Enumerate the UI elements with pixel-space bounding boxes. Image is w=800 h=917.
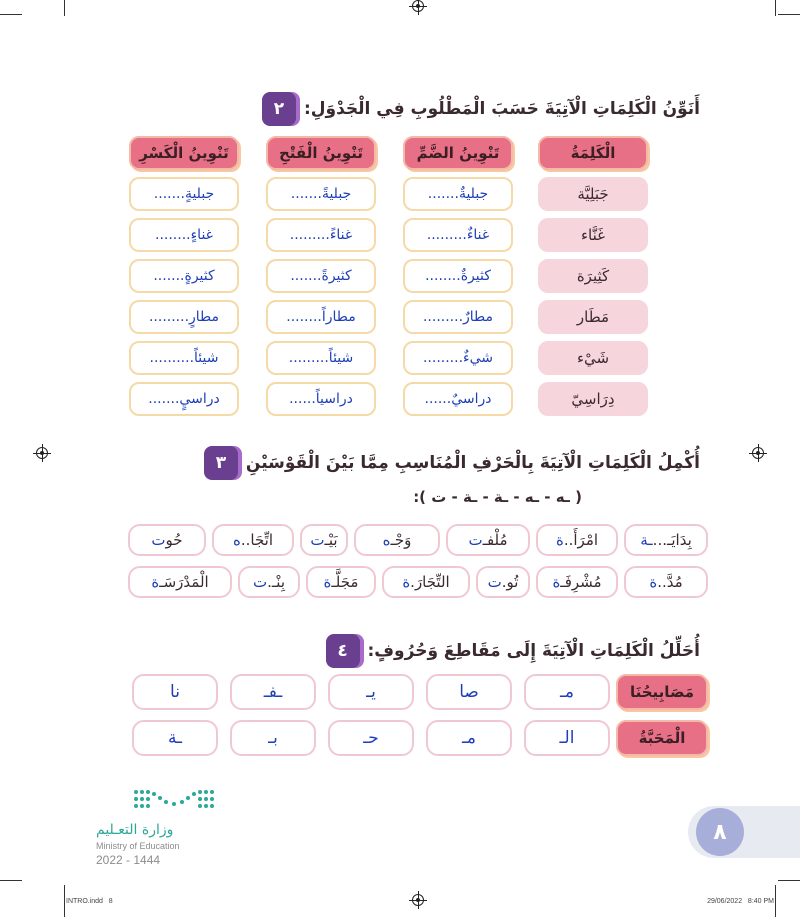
table-column-word	[538, 136, 648, 416]
answer-field-kasr[interactable]: شيئاً..........	[129, 341, 239, 375]
chip-base: التِّجَارَ.	[410, 573, 450, 591]
section-3-number-badge: ٣	[204, 446, 238, 480]
syllable-box[interactable]: يـ	[328, 674, 414, 710]
chip-fill: ت	[468, 531, 483, 549]
table-cell-word: شَيْء	[538, 341, 648, 375]
chip-base: بِنْـ.	[267, 573, 285, 591]
fill-letter-chip[interactable]	[128, 524, 206, 556]
fill-letter-chip[interactable]	[624, 524, 708, 556]
fill-letter-chip[interactable]	[300, 524, 348, 556]
answer-field-kasr[interactable]: مطارٍ.........	[129, 300, 239, 334]
table-header-kasr: تَنْوِينُ الْكَسْرِ	[129, 136, 239, 170]
table-column-fath	[266, 136, 376, 416]
chip-fill: ه	[382, 531, 391, 549]
table-cell-word: كَثِيرَة	[538, 259, 648, 293]
chip-fill: ة	[151, 573, 160, 591]
table-cell-word: جَبَلِيَّة	[538, 177, 648, 211]
syllable-box[interactable]: بـ	[230, 720, 316, 756]
registration-mark-icon	[412, 0, 424, 12]
fill-letter-chip[interactable]	[536, 524, 618, 556]
chip-base: بِدَايَـ...	[652, 531, 692, 549]
chip-fill: ة	[555, 531, 564, 549]
syllable-box[interactable]: مـ	[524, 674, 610, 710]
fill-letter-chip[interactable]	[306, 566, 376, 598]
fill-letter-chip[interactable]	[476, 566, 530, 598]
fill-letter-chip[interactable]	[212, 524, 294, 556]
fill-letter-chip[interactable]	[354, 524, 440, 556]
chip-base: مُدَّ..	[657, 573, 683, 591]
crop-mark	[0, 14, 22, 15]
file-timestamp: 29/06/2022 8:40 PM	[707, 898, 774, 905]
fill-letter-chip[interactable]	[536, 566, 618, 598]
syllable-box[interactable]: الـ	[524, 720, 610, 756]
table-column-kasr	[129, 136, 239, 416]
chip-fill: ة	[323, 573, 332, 591]
answer-field-damm[interactable]: غناءٌ.........	[403, 218, 513, 252]
answer-field-kasr[interactable]: غناءٍ........	[129, 218, 239, 252]
section-4-number-badge: ٤	[326, 634, 360, 668]
chip-base: الْمَدْرَسَـ	[159, 573, 209, 591]
ministry-name-ar: وزارة التعـليم	[96, 822, 174, 838]
chip-base: وَجْـ	[390, 531, 412, 549]
section-3-title: أُكْمِلُ الْكَلِمَاتِ الْآتِيَةَ بِالْحَرْفِ الْمُنَاسِبِ مِمَّا بَيْنَ الْقَوْسَيْنِ	[245, 453, 700, 473]
answer-field-fath[interactable]: كثيرةً.......	[266, 259, 376, 293]
crop-mark	[778, 14, 800, 15]
chip-base: امْرَأَ..	[563, 531, 599, 549]
ministry-logo-icon	[130, 786, 218, 816]
fill-letter-chip[interactable]	[624, 566, 708, 598]
answer-field-fath[interactable]: جبليةً.......	[266, 177, 376, 211]
fill-letter-chip[interactable]	[382, 566, 470, 598]
ministry-name-en: Ministry of Education	[96, 841, 180, 851]
fill-letter-chip[interactable]	[128, 566, 232, 598]
syllable-box[interactable]: نا	[132, 674, 218, 710]
syllable-box[interactable]: حـ	[328, 720, 414, 756]
table-column-damm	[403, 136, 513, 416]
answer-field-kasr[interactable]: دراسيٍ.......	[129, 382, 239, 416]
table-cell-word: غَنَّاء	[538, 218, 648, 252]
chip-base: بَيْـ	[324, 531, 338, 549]
answer-field-fath[interactable]: غناءً.........	[266, 218, 376, 252]
crop-mark	[64, 0, 65, 16]
syllable-box[interactable]: ـفـ	[230, 674, 316, 710]
table-cell-word: مَطَار	[538, 300, 648, 334]
section-2-number-badge: ٢	[262, 92, 296, 126]
answer-field-fath[interactable]: شيئاً.........	[266, 341, 376, 375]
registration-mark-icon	[752, 447, 764, 459]
syllable-box[interactable]: ـة	[132, 720, 218, 756]
answer-field-fath[interactable]: دراسياً......	[266, 382, 376, 416]
syllable-row	[128, 720, 708, 758]
table-header-word: الْكَلِمَةُ	[538, 136, 648, 170]
answer-field-damm[interactable]: كثيرةٌ........	[403, 259, 513, 293]
syllable-box[interactable]: صا	[426, 674, 512, 710]
page-number: ٨	[713, 819, 727, 845]
page-number-badge	[688, 806, 800, 858]
answer-field-damm[interactable]: شيءٌ.........	[403, 341, 513, 375]
table-header-damm: تَنْوِينُ الضَّمِّ	[403, 136, 513, 170]
section-2-header	[262, 92, 700, 126]
answer-field-kasr[interactable]: جبليةٍ.......	[129, 177, 239, 211]
section-4-title: أُحَلِّلُ الْكَلِمَاتِ الْآتِيَةَ إِلَى مَقَاطِعَ وَحُرُوفٍ:	[367, 641, 700, 661]
registration-mark-icon	[36, 447, 48, 459]
syllable-box[interactable]: مـ	[426, 720, 512, 756]
section-3-header	[204, 446, 700, 480]
answer-field-fath[interactable]: مطاراً........	[266, 300, 376, 334]
syllable-row	[128, 674, 708, 712]
registration-mark-icon	[412, 894, 424, 906]
crop-mark	[778, 880, 800, 881]
edition-year: 2022 - 1444	[96, 853, 161, 867]
syllable-word: مَصَابِيحُنَا	[616, 674, 708, 710]
fill-letter-chip[interactable]	[238, 566, 300, 598]
chip-fill: ة	[402, 573, 411, 591]
answer-field-kasr[interactable]: كثيرةٍ.......	[129, 259, 239, 293]
chip-fill: ت	[151, 531, 166, 549]
crop-mark	[64, 885, 65, 917]
chip-base: مُلْفـ	[482, 531, 508, 549]
table-header-fath: تَنْوِينُ الْفَتْحِ	[266, 136, 376, 170]
section-2-title: أَنَوِّنُ الْكَلِمَاتِ الْآتِيَةَ حَسَبَ الْمَطْلُوبِ فِي الْجَدْوَلِ:	[303, 99, 700, 119]
chip-fill: ة	[649, 573, 658, 591]
chip-fill: ت	[487, 573, 502, 591]
syllable-word: الْمَحَبَّةُ	[616, 720, 708, 756]
chip-fill: ة	[552, 573, 561, 591]
section-4-header	[326, 634, 701, 668]
answer-field-damm[interactable]: دراسيٌ......	[403, 382, 513, 416]
fill-letter-chip[interactable]	[446, 524, 530, 556]
file-slug: INTRO.indd 8	[66, 898, 113, 905]
chip-base: تُو.	[501, 573, 519, 591]
chip-base: مَجَلَّـ	[331, 573, 359, 591]
chip-base: اتِّجَا..	[240, 531, 273, 549]
answer-field-damm[interactable]: مطارٌ.........	[403, 300, 513, 334]
table-cell-word: دِرَاسِيّ	[538, 382, 648, 416]
chip-base: مُشْرِفَـ	[560, 573, 602, 591]
section-3-options: ( ـه - ـه - ـة - ـة - ت ):	[413, 488, 582, 506]
crop-mark	[775, 0, 776, 16]
chip-fill: ـة	[640, 531, 653, 549]
crop-mark	[0, 880, 22, 881]
chip-fill: ه	[233, 531, 241, 549]
crop-mark	[775, 885, 776, 917]
chip-fill: ت	[253, 573, 268, 591]
chip-fill: ت	[310, 531, 325, 549]
chip-base: حُو	[165, 531, 183, 549]
answer-field-damm[interactable]: جبليةٌ.......	[403, 177, 513, 211]
